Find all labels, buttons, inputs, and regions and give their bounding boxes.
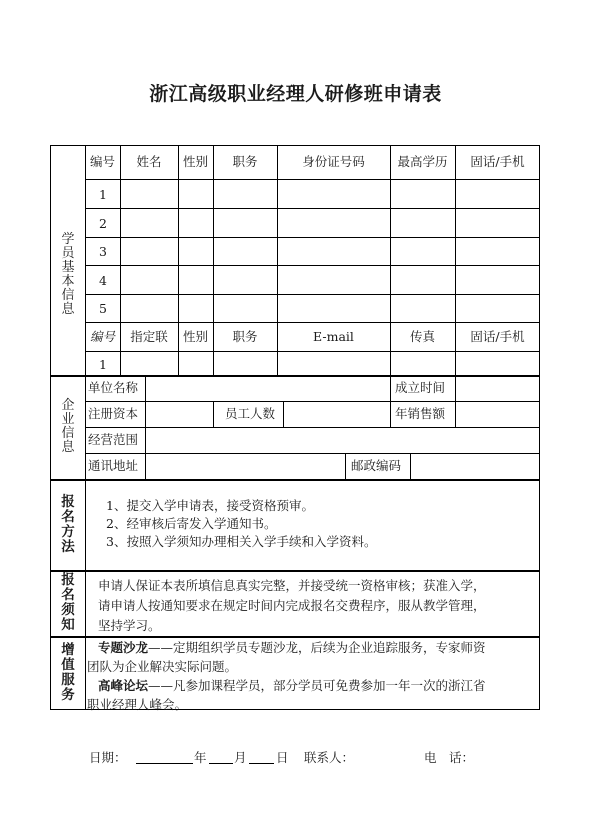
row-line bbox=[85, 237, 540, 238]
header-education: 最高学历 bbox=[397, 154, 448, 169]
row-line bbox=[85, 294, 540, 295]
contact-header-designated: 指定联 bbox=[130, 329, 168, 344]
contact-header-position: 职务 bbox=[232, 329, 258, 344]
phone-label: 电 话： bbox=[424, 750, 475, 765]
summit-text: ——凡参加课程学员，部分学员可免费参加一年一次的浙江省 bbox=[148, 678, 486, 693]
month-blank[interactable] bbox=[209, 763, 233, 764]
annual-sales-label: 年销售额 bbox=[395, 406, 446, 421]
row-line bbox=[85, 265, 540, 266]
summit-line-2: 职业经理人峰会。 bbox=[87, 697, 188, 712]
notice-line: 请申请人按通知要求在规定时间内完成报名交费程序，服从教学管理， bbox=[98, 598, 486, 613]
method-item: 1、提交入学申请表，接受资格预审。 bbox=[106, 498, 314, 513]
contact-row-number: 1 bbox=[99, 357, 107, 372]
employees-label: 员工人数 bbox=[225, 406, 276, 421]
salon-title: 专题沙龙 bbox=[98, 640, 149, 655]
notice-line: 坚持学习。 bbox=[98, 618, 161, 633]
section-divider bbox=[50, 479, 540, 481]
header-number: 编号 bbox=[89, 154, 115, 169]
row-line bbox=[85, 401, 540, 402]
salon-text: ——定期组织学员专题沙龙，后续为企业追踪服务，专家师资 bbox=[148, 640, 486, 655]
row-line bbox=[85, 453, 540, 454]
day-blank[interactable] bbox=[249, 763, 274, 764]
row-number: 2 bbox=[99, 216, 107, 231]
method-item: 3、按照入学须知办理相关入学手续和入学资料。 bbox=[106, 534, 377, 549]
contact-header-phone: 固话/手机 bbox=[470, 329, 525, 344]
unit-name-label: 单位名称 bbox=[88, 380, 139, 395]
col-line bbox=[145, 375, 146, 479]
summit-line bbox=[98, 676, 486, 696]
method-item: 2、经审核后寄发入学通知书。 bbox=[106, 516, 277, 531]
row-line bbox=[85, 208, 540, 209]
day-label: 日 bbox=[276, 750, 289, 765]
row-number: 1 bbox=[99, 187, 107, 202]
col-line bbox=[213, 401, 214, 427]
contact-header-gender: 性别 bbox=[182, 329, 208, 344]
row-number: 4 bbox=[99, 273, 107, 288]
established-label: 成立时间 bbox=[395, 380, 446, 395]
salon-line bbox=[98, 638, 486, 658]
student-section-label: 学员基本信息 bbox=[61, 232, 75, 317]
contact-header-email: E-mail bbox=[313, 329, 354, 344]
section-divider bbox=[50, 570, 540, 572]
header-gender: 性别 bbox=[182, 154, 208, 169]
address-label: 通讯地址 bbox=[88, 458, 139, 473]
row-line bbox=[85, 179, 540, 180]
col-line bbox=[410, 453, 411, 479]
header-name: 姓名 bbox=[136, 154, 162, 169]
header-phone: 固话/手机 bbox=[470, 154, 525, 169]
section-divider bbox=[50, 375, 540, 377]
date-label: 日期： bbox=[89, 750, 127, 765]
header-position: 职务 bbox=[232, 154, 258, 169]
header-id-number: 身份证号码 bbox=[302, 154, 365, 169]
contact-header-fax: 传真 bbox=[409, 329, 435, 344]
row-number: 3 bbox=[99, 244, 107, 259]
business-scope-label: 经营范围 bbox=[88, 432, 139, 447]
col-line bbox=[455, 375, 456, 427]
contact-header-number: 编号 bbox=[89, 329, 115, 344]
summit-title: 高峰论坛 bbox=[98, 678, 149, 693]
contact-person-label: 联系人： bbox=[304, 750, 355, 765]
col-line bbox=[390, 375, 391, 427]
row-number: 5 bbox=[99, 301, 107, 316]
year-label: 年 bbox=[194, 750, 207, 765]
method-section-label: 报名方法 bbox=[61, 494, 75, 555]
registered-capital-label: 注册资本 bbox=[88, 406, 139, 421]
row-line bbox=[85, 351, 540, 352]
row-line bbox=[85, 427, 540, 428]
notice-line: 申请人保证本表所填信息真实完整，并接受统一资格审核；获准入学， bbox=[98, 578, 486, 593]
notice-section-label: 报名须知 bbox=[61, 572, 75, 633]
form-title: 浙江高级职业经理人研修班申请表 bbox=[149, 83, 442, 105]
year-blank[interactable] bbox=[136, 763, 193, 764]
col-line bbox=[283, 401, 284, 427]
row-line bbox=[85, 322, 540, 323]
service-section-label: 增值服务 bbox=[61, 642, 75, 703]
company-section-label: 企业信息 bbox=[61, 398, 75, 455]
col-line bbox=[345, 453, 346, 479]
postcode-label: 邮政编码 bbox=[351, 458, 402, 473]
month-label: 月 bbox=[234, 750, 247, 765]
salon-line-2: 团队为企业解决实际问题。 bbox=[87, 659, 238, 674]
